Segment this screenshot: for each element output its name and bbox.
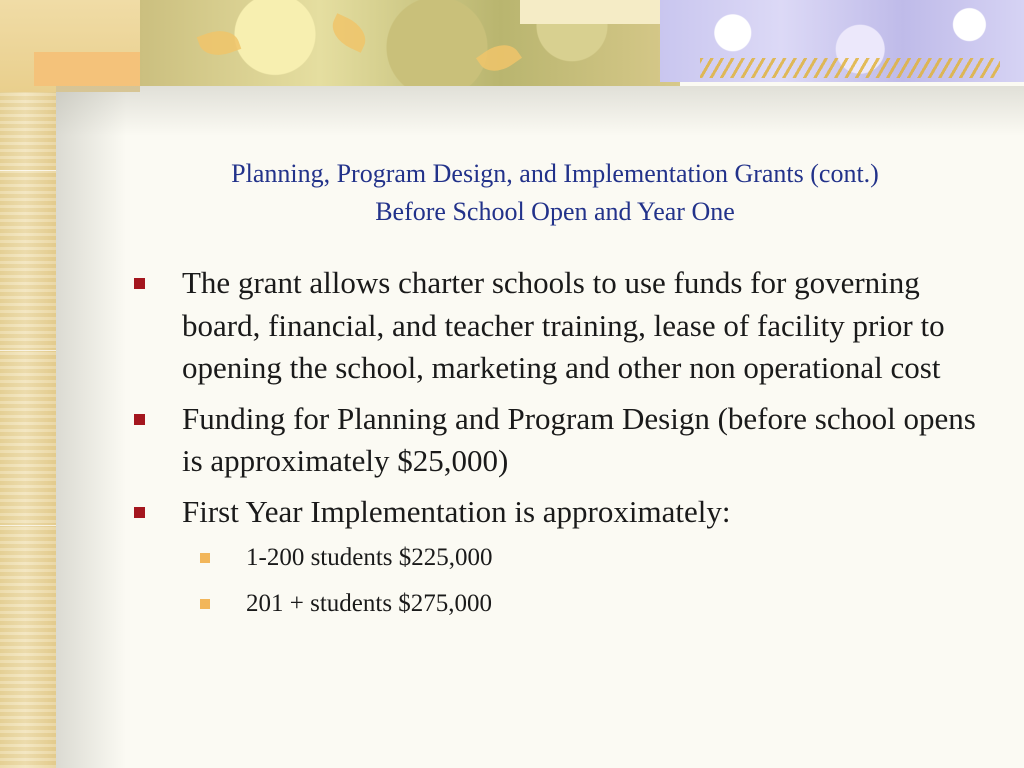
square-sub-bullet-icon [200, 599, 210, 609]
sub-bullet-item [130, 587, 990, 621]
banner-tile-cream [520, 0, 680, 24]
banner-gold-strokes [700, 58, 1000, 78]
bullet-text: The grant allows charter schools to use funds for governing board, financial, and teacher training, lease of facility prior to opening the school, marketing and other non operational cost [182, 265, 945, 385]
left-decorative-strip [0, 0, 56, 768]
top-decorative-banner [0, 0, 1024, 92]
bullet-text: First Year Implementation is approximately: [182, 493, 731, 529]
bullet-item [130, 262, 990, 390]
sub-bullet-text: 201 + students $275,000 [246, 590, 493, 617]
title-line-1: Planning, Program Design, and Implementation Grants (cont.) [231, 159, 879, 188]
square-bullet-icon [134, 278, 145, 289]
banner-orange-strip [34, 52, 142, 86]
bullet-text: Funding for Planning and Program Design (before school opens is approximately $25,000) [182, 400, 976, 478]
sub-bullet-item [130, 541, 990, 575]
sub-bullet-text: 1-200 students $225,000 [246, 544, 493, 571]
banner-shadow [56, 86, 1024, 136]
slide-body [130, 262, 990, 633]
strip-seam [0, 525, 56, 526]
square-sub-bullet-icon [200, 553, 210, 563]
title-line-2: Before School Open and Year One [375, 197, 735, 226]
bullet-item [130, 491, 990, 534]
square-bullet-icon [134, 507, 145, 518]
bullet-item [130, 398, 990, 483]
square-bullet-icon [134, 414, 145, 425]
strip-seam [0, 350, 56, 351]
slide-title [120, 155, 990, 231]
strip-seam [0, 170, 56, 171]
